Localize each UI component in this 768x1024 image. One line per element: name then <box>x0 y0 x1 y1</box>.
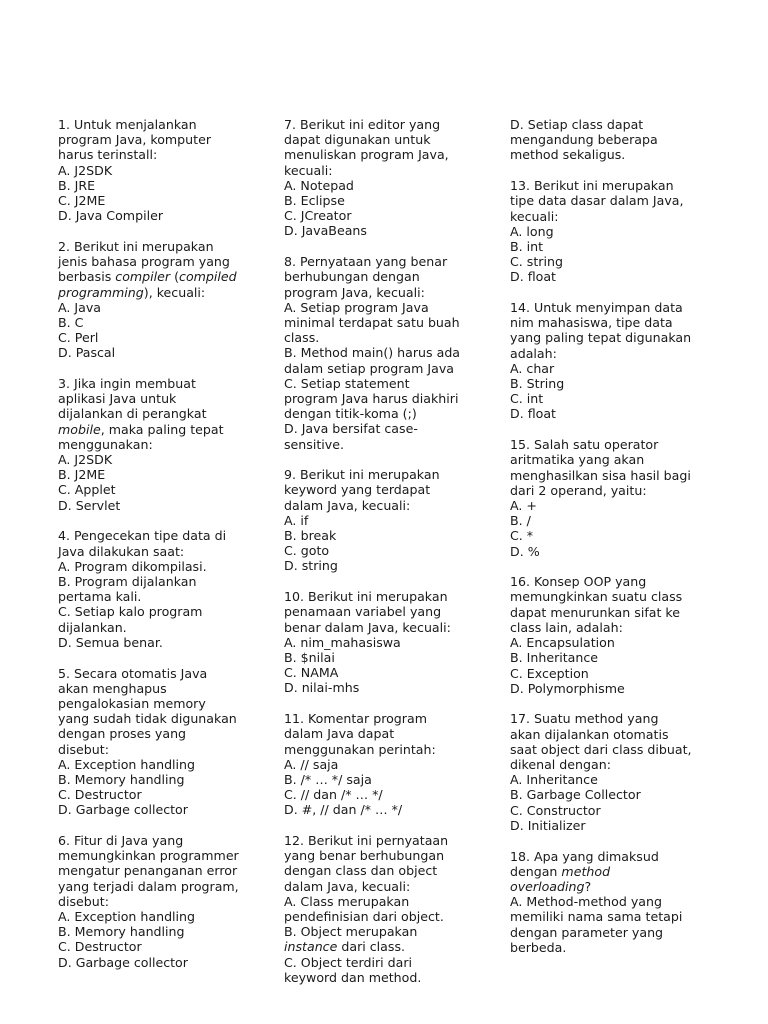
text-line: dijalankan. <box>58 619 127 635</box>
text-line: yang benar berhubungan <box>284 848 445 864</box>
text-line: 15. Salah satu operator <box>510 437 659 453</box>
question-16 <box>510 574 732 696</box>
text-line: dikenal dengan: <box>510 757 611 773</box>
question-2 <box>58 239 280 361</box>
text-line: D. JavaBeans <box>284 223 367 239</box>
text-line: kecuali: <box>510 208 559 224</box>
text-line: program Java, kecuali: <box>284 284 425 300</box>
text-line: A. long <box>510 223 554 239</box>
text-line: A. // saja <box>284 756 339 772</box>
text-line: mengatur penanganan error <box>58 863 238 879</box>
text-line: tipe data dasar dalam Java, <box>510 193 684 209</box>
text-line: B. Object merupakan <box>284 924 418 940</box>
text-line: dalam Java, kecuali: <box>284 878 411 894</box>
text-line: B. /* … */ saja <box>284 771 372 787</box>
text-line: C. Exception <box>510 665 589 681</box>
text-line: benar dalam Java, kecuali: <box>284 619 451 635</box>
question-7 <box>284 117 506 239</box>
text-line: 17. Suatu method yang <box>510 711 659 727</box>
text-line: dalam Java, kecuali: <box>284 497 411 513</box>
text-line: C. JCreator <box>284 208 352 224</box>
text-line: D. string <box>284 558 338 574</box>
text-line: C. Perl <box>58 330 99 346</box>
text-line: berbeda. <box>510 939 567 955</box>
text-line: B. Memory handling <box>58 771 185 787</box>
text-line: D. Java Compiler <box>58 208 163 224</box>
text-line: pendefinisian dari object. <box>284 909 444 925</box>
text-line: programming), kecuali: <box>58 284 206 300</box>
text-line: C. int <box>510 391 544 407</box>
text-line: pengalokasian memory <box>58 695 206 711</box>
text-line: aplikasi Java untuk <box>58 391 177 407</box>
question-3 <box>58 376 280 513</box>
text-line: D. Garbage collector <box>58 954 188 970</box>
text-line: disebut: <box>58 741 109 757</box>
text-line: keyword yang terdapat <box>284 482 431 498</box>
text-line: memiliki nama sama tetapi <box>510 909 683 925</box>
text-line: A. Exception handling <box>58 909 196 925</box>
text-line: dapat digunakan untuk <box>284 132 431 148</box>
text-line: C. goto <box>284 543 330 559</box>
text-line: instance dari class. <box>284 939 406 955</box>
text-line: C. J2ME <box>58 193 106 209</box>
text-line: jenis bahasa program yang <box>58 254 230 270</box>
text-line: berbasis compiler (compiled <box>58 269 237 285</box>
text-line: D. Polymorphisme <box>510 680 625 696</box>
text-line: C. Object terdiri dari <box>284 954 413 970</box>
text-line: yang terjadi dalam program, <box>58 878 239 894</box>
text-line: 18. Apa yang dimaksud <box>510 848 659 864</box>
column-1 <box>58 117 280 985</box>
text-line: pertama kali. <box>58 589 142 605</box>
question-1 <box>58 117 280 223</box>
text-line: dijalankan di perangkat <box>58 406 207 422</box>
text-line: B. int <box>510 238 544 254</box>
text-line: menuliskan program Java, <box>284 147 449 163</box>
text-line: C. Destructor <box>58 939 142 955</box>
text-line: keyword dan method. <box>284 969 422 985</box>
text-line: menghasilkan sisa hasil bagi <box>510 467 691 483</box>
question-18 <box>510 849 732 955</box>
text-line: D. Java bersifat case- <box>284 421 418 437</box>
text-line: D. Initializer <box>510 817 586 833</box>
question-11 <box>284 711 506 817</box>
text-line: B. String <box>510 376 565 392</box>
text-line: C. // dan /* … */ <box>284 787 383 803</box>
text-line: C. Destructor <box>58 787 142 803</box>
question-8 <box>284 254 506 452</box>
text-line: B. Memory handling <box>58 924 185 940</box>
text-line: D. Garbage collector <box>58 802 188 818</box>
question-10 <box>284 589 506 695</box>
text-line: D. float <box>510 269 556 285</box>
text-line: B. $nilai <box>284 650 335 665</box>
text-line: 6. Fitur di Java yang <box>58 833 184 849</box>
text-line: 4. Pengecekan tipe data di <box>58 528 227 544</box>
text-line: C. Constructor <box>510 802 601 818</box>
text-line: dalam Java dapat <box>284 726 395 742</box>
text-line: dengan titik-koma (;) <box>284 406 417 422</box>
text-line: 14. Untuk menyimpan data <box>510 300 683 316</box>
text-line: adalah: <box>510 345 557 361</box>
text-line: A. Inheritance <box>510 772 598 788</box>
text-line: A. J2SDK <box>58 162 113 178</box>
question-15 <box>510 437 732 559</box>
text-line: C. * <box>510 528 534 544</box>
text-line: A. if <box>284 512 309 528</box>
column-3 <box>510 117 732 970</box>
text-line: memungkinkan programmer <box>58 848 239 864</box>
text-line: B. Garbage Collector <box>510 787 641 803</box>
question-17 <box>510 711 732 833</box>
text-line: 8. Pernyataan yang benar <box>284 254 448 270</box>
text-line: 1. Untuk menjalankan <box>58 117 197 132</box>
question-9 <box>284 467 506 573</box>
question-12 <box>284 833 506 985</box>
text-line: A. char <box>510 360 555 376</box>
text-line: 10. Berikut ini merupakan <box>284 589 448 605</box>
text-line: A. Class merupakan <box>284 893 410 909</box>
text-line: D. Semua benar. <box>58 634 163 650</box>
text-line: C. string <box>510 254 563 270</box>
question-14 <box>510 300 732 422</box>
text-line: A. + <box>510 497 537 513</box>
text-line: akan menghapus <box>58 680 167 696</box>
text-line: disebut: <box>58 893 109 909</box>
text-line: yang paling tepat digunakan <box>510 330 692 346</box>
text-line: penamaan variabel yang <box>284 604 442 620</box>
text-line: nim mahasiswa, tipe data <box>510 315 673 331</box>
text-line: yang sudah tidak digunakan <box>58 711 237 727</box>
text-line: A. Method-method yang <box>510 894 662 910</box>
text-line: method sekaligus. <box>510 147 626 163</box>
text-line: overloading? <box>510 878 592 894</box>
text-line: B. Program dijalankan <box>58 573 197 589</box>
text-line: menggunakan: <box>58 436 153 452</box>
text-line: B. J2ME <box>58 467 106 483</box>
text-line: kecuali: <box>284 162 333 178</box>
text-line: D. Servlet <box>58 497 121 513</box>
text-line: program Java harus diakhiri <box>284 390 459 406</box>
text-line: D. #, // dan /* … */ <box>284 802 403 818</box>
text-line: C. Setiap statement <box>284 375 410 391</box>
text-line: D. % <box>510 543 540 559</box>
question-4 <box>58 528 280 650</box>
text-line: berhubungan dengan <box>284 269 420 285</box>
text-line: B. Method main() harus ada <box>284 345 461 361</box>
text-line: 9. Berikut ini merupakan <box>284 467 440 483</box>
text-line: 3. Jika ingin membuat <box>58 376 196 392</box>
text-line: saat object dari class dibuat, <box>510 741 692 757</box>
text-line: C. Applet <box>58 482 116 498</box>
text-line: 11. Komentar program <box>284 711 427 727</box>
column-2 <box>284 117 506 1001</box>
question-13 <box>510 178 732 284</box>
text-line: akan dijalankan otomatis <box>510 726 669 742</box>
text-line: A. J2SDK <box>58 452 113 468</box>
text-line: A. nim_mahasiswa <box>284 634 401 650</box>
text-line: 2. Berikut ini merupakan <box>58 238 214 254</box>
text-line: C. Setiap kalo program <box>58 604 203 620</box>
text-line: C. NAMA <box>284 665 339 681</box>
text-line: sensitive. <box>284 436 344 452</box>
text-line: class lain, adalah: <box>510 619 623 635</box>
text-line: dengan method <box>510 863 611 879</box>
text-line: memungkinkan suatu class <box>510 589 683 605</box>
text-line: B. / <box>510 513 531 529</box>
text-line: dapat menurunkan sifat ke <box>510 604 681 620</box>
text-line: B. Inheritance <box>510 650 599 666</box>
text-line: Java dilakukan saat: <box>58 543 185 559</box>
text-line: A. Java <box>58 299 102 315</box>
text-line: mengandung beberapa <box>510 132 658 148</box>
text-line: B. C <box>58 314 84 330</box>
question-5 <box>58 666 280 818</box>
text-line: class. <box>284 330 320 346</box>
text-line: 16. Konsep OOP yang <box>510 574 647 590</box>
text-line: dari 2 operand, yaitu: <box>510 482 647 498</box>
text-line: program Java, komputer <box>58 132 212 148</box>
text-line: 13. Berikut ini merupakan <box>510 178 674 194</box>
text-line: dengan class dan object <box>284 863 438 879</box>
text-line: D. nilai-mhs <box>284 680 360 696</box>
text-line: dengan parameter yang <box>510 924 664 940</box>
text-line: A. Program dikompilasi. <box>58 558 207 574</box>
text-line: B. JRE <box>58 177 96 193</box>
text-line: menggunakan perintah: <box>284 741 436 757</box>
text-line: 12. Berikut ini pernyataan <box>284 833 449 849</box>
text-line: mobile, maka paling tepat <box>58 421 224 437</box>
text-line: dengan proses yang <box>58 726 187 742</box>
text-line: dalam setiap program Java <box>284 360 455 376</box>
question-12-continued <box>510 117 732 163</box>
text-line: 7. Berikut ini editor yang <box>284 117 441 132</box>
text-line: minimal terdapat satu buah <box>284 314 460 330</box>
text-line: A. Encapsulation <box>510 635 615 651</box>
text-line: A. Notepad <box>284 177 354 193</box>
question-6 <box>58 833 280 970</box>
text-line: aritmatika yang akan <box>510 452 645 468</box>
text-line: harus terinstall: <box>58 147 158 163</box>
text-line: 5. Secara otomatis Java <box>58 665 208 681</box>
text-line: D. float <box>510 406 556 422</box>
text-line: A. Exception handling <box>58 756 196 772</box>
text-line: B. Eclipse <box>284 193 345 209</box>
text-line: A. Setiap program Java <box>284 299 429 315</box>
text-line: D. Pascal <box>58 345 116 361</box>
text-line: D. Setiap class dapat <box>510 117 644 132</box>
text-line: B. break <box>284 528 337 544</box>
